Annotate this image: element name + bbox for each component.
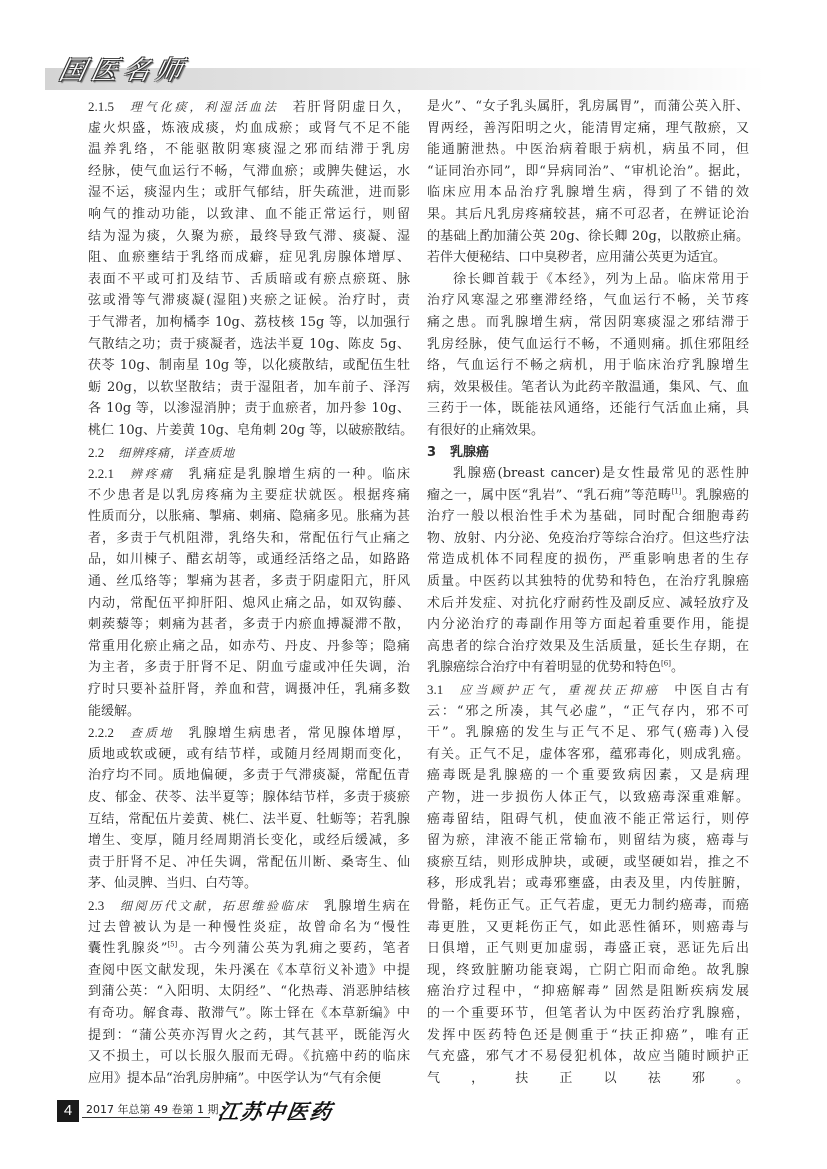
- text-line: [427, 528, 749, 550]
- paragraph-text: 温养乳络，不能驱散阴寒痰湿之邪而结滞于乳房: [88, 142, 410, 158]
- right-text-column: [427, 96, 749, 1089]
- paragraph-text: 响气的推动功能，以致津、血不能正常运行，则留: [88, 206, 410, 222]
- page-number: 4: [57, 1100, 79, 1122]
- paragraph-text: 不少患者是以乳房疼痛为主要症状就医。根据疼痛: [88, 487, 410, 503]
- text-line: [88, 549, 410, 571]
- text-line: [427, 614, 749, 636]
- paragraph-text: 徐长卿首载于《本经》，列为上品。临床常用于: [453, 271, 749, 287]
- section-number: 3.1: [427, 682, 444, 698]
- text-line: [88, 981, 410, 1003]
- subsection-title: 应当顾护正气，重视扶正抑癌: [457, 683, 661, 698]
- text-line: [88, 182, 410, 204]
- paragraph-text: 瘤之一，属中医“乳岩”、“乳石痈”等范畴: [427, 487, 672, 503]
- text-line: [88, 204, 410, 226]
- column-section-title: 国医名师: [56, 56, 191, 86]
- text-line: [427, 377, 749, 399]
- paragraph-text: 互结，常配伍片姜黄、桃仁、法半夏、牡蛎等；若乳腺: [88, 811, 410, 827]
- paragraph-text: 胃两经，善泻阳明之火，能清胃定痛，理气散瘀，又: [427, 120, 749, 136]
- paragraph-text: 常造成机体不同程度的损伤，严重影响患者的生存: [427, 552, 749, 568]
- section-title: 乳腺癌: [450, 444, 490, 460]
- paragraph-text: 物、放射、内分泌、免疫治疗等综合治疗。但这些疗法: [427, 530, 749, 546]
- text-line: [427, 787, 749, 809]
- paragraph-text: 乳房经脉，使气血运行不畅，不通则痛。抓住邪阻经: [427, 336, 749, 352]
- text-line: [88, 873, 410, 895]
- text-line: [427, 917, 749, 939]
- text-line: [427, 290, 749, 312]
- text-line: [88, 1046, 410, 1068]
- text-line: [88, 830, 410, 852]
- paragraph-text: 现，终致脏腑功能衰竭，亡阴亡阳而命绝。故乳腺: [427, 962, 749, 978]
- paragraph-text: 乳腺癌综合治疗中有着明显的优势和特色: [427, 660, 662, 676]
- paragraph-text: 。: [670, 660, 684, 676]
- text-line: [88, 269, 410, 291]
- text-line: [88, 485, 410, 507]
- paragraph-text: 乳腺癌(breast cancer)是女性最常见的恶性肿: [453, 466, 749, 482]
- paragraph-text: 经脉，使气血运行不畅，气滞血瘀；或脾失健运，水: [88, 163, 410, 179]
- subsection-line: [427, 679, 749, 701]
- text-line: [427, 765, 749, 787]
- text-line: [427, 593, 749, 615]
- section-number: 2.2.1: [88, 466, 114, 482]
- paragraph-text: 气，扶正以祛邪。: [427, 1070, 749, 1086]
- paragraph-text: 骨骼，耗伤正气。正气若虚，更无力制约癌毒，而癌: [427, 897, 749, 913]
- subsection-line: [88, 442, 410, 464]
- text-line: [427, 873, 749, 895]
- footer-rule: [82, 1117, 210, 1118]
- paragraph-text: 气充盛，邪气才不易侵犯机体，故应当随时顾护正: [427, 1049, 749, 1065]
- paragraph-text: 乳腺增生病患者，常见腺体增厚，: [188, 726, 410, 742]
- text-line: [88, 161, 410, 183]
- paragraph-text: 治疗均不同。质地偏硬，多责于气滞痰凝，常配伍青: [88, 768, 410, 784]
- text-line: [88, 420, 414, 442]
- journal-logo: 江苏中医药: [216, 1099, 335, 1124]
- text-line: [427, 571, 749, 593]
- paragraph-text: 虚火炽盛，炼液成痰，灼血成瘀；或肾气不足不能: [88, 120, 410, 136]
- text-line: [427, 247, 749, 269]
- text-line: [427, 118, 749, 140]
- text-line: [88, 506, 410, 528]
- citation-ref: [1]: [671, 487, 682, 496]
- paragraph-text: 痛之患。而乳腺增生病，常因阴寒痰湿之邪结滞于: [427, 314, 749, 330]
- text-line: [88, 290, 410, 312]
- paragraph-text: 皮、郁金、茯苓、法半夏等；腺体结节样，多责于痰瘀: [88, 790, 410, 805]
- paragraph-text: 囊性乳腺炎”: [88, 941, 168, 957]
- paragraph-text: 疗时只要补益肝肾，养血和营，调摄冲任，乳痛多数: [88, 682, 410, 698]
- paragraph-text: 桃仁 10g、片姜黄 10g、皂角刺 20g 等，以破瘀散结。: [88, 422, 414, 438]
- paragraph-text: 到蒲公英：“入阳明、太阴经”、“化热毒、消恶肿结核: [88, 984, 410, 1000]
- subsection-line: [88, 895, 410, 917]
- subsection-title: 细阅历代文献，拓思维验临床: [118, 898, 310, 913]
- text-line: [88, 593, 410, 615]
- paragraph-text: 阻、血瘀壅结于乳络而成癖，症见乳房腺体增厚、: [88, 250, 410, 266]
- paragraph-text: 各 10g 等，以渗湿消肿；责于血瘀者，加丹参 10g、: [88, 401, 410, 417]
- text-line: [88, 938, 410, 960]
- text-line: [427, 139, 749, 161]
- paragraph-text: 乳腺增生病在: [323, 898, 410, 914]
- paragraph-text: 刺蒺藜等；刺痛为甚者，多责于内瘀血搏凝滞不散，: [88, 617, 410, 633]
- paragraph-text: 留为瘀，津液不能正常输布，则留结为痰，癌毒与: [427, 833, 749, 849]
- text-line: [427, 938, 749, 960]
- text-line: [88, 765, 410, 787]
- paragraph-text: 的一个重要环节，但笔者认为中医药治疗乳腺癌，: [427, 1005, 749, 1021]
- subsection-line: [88, 96, 410, 118]
- text-line: [427, 981, 749, 1003]
- text-line: [88, 528, 410, 550]
- paragraph-text: 品，如川楝子、醋玄胡等，或通经活络之品，如路路: [88, 552, 410, 568]
- text-line: [427, 701, 749, 723]
- paragraph-text: 质地或软或硬，或有结节样，或随月经周期而变化，: [88, 746, 410, 762]
- text-line: [88, 571, 410, 593]
- paragraph-text: 三药于一体，既能祛风通络，还能行气活血止痛，具: [427, 401, 749, 417]
- paragraph-text: 应用》提本品“治乳房肿痛”。中医学认为“气有余便: [88, 1070, 381, 1086]
- text-line: [427, 463, 749, 485]
- paragraph-text: 。古今列蒲公英为乳痈之要药，笔者: [177, 941, 410, 957]
- paragraph-text: 结为湿为痰，久聚为瘀，最终导致气滞、痰凝、湿: [88, 228, 410, 244]
- text-line: [88, 118, 410, 140]
- paragraph-text: “证同治亦同”，即“异病同治”、“审机论治”。据此，: [427, 163, 749, 179]
- paragraph-text: 表面不平或可扪及结节、舌质暗或有瘀点瘀斑、脉: [88, 271, 410, 287]
- paragraph-text: 查阅中医文献发现，朱丹溪在《本草衍义补遗》中提: [88, 962, 410, 978]
- paragraph-text: 日俱增，正气则更加虚弱，毒盛正衰，恶证先后出: [427, 941, 749, 957]
- subsection-title: 细辨疼痛，详查质地: [118, 445, 236, 460]
- text-line: [88, 1003, 410, 1025]
- text-line: [88, 377, 410, 399]
- section-number: 3: [427, 444, 437, 460]
- text-line: [88, 636, 410, 658]
- text-line: [88, 809, 410, 831]
- text-line: [427, 269, 749, 291]
- paragraph-text: 质量。中医药以其独特的优势和特色，在治疗乳腺癌: [427, 574, 749, 590]
- paragraph-text: 高患者的综合治疗效果及生活质量，延长生存期，在: [427, 638, 749, 654]
- paragraph-text: 癌治疗过程中，“抑癌解毒” 固然是阻断疾病发展: [427, 984, 749, 1000]
- text-line: [427, 830, 749, 852]
- paragraph-text: 茯苓 10g、制南星 10g 等，以化痰散结，或配伍生牡: [88, 358, 410, 374]
- text-line: [427, 334, 749, 356]
- text-line: [88, 679, 410, 701]
- paragraph-text: 云：“邪之所凑，其气必虚”，“正气存内，邪不可: [427, 703, 749, 719]
- paragraph-text: 提到：“蒲公英亦泻胃火之药，其气甚平，既能泻火: [88, 1027, 410, 1043]
- text-line: [427, 398, 749, 420]
- text-line: [427, 636, 749, 658]
- paragraph-text: 治疗风寒湿之邪壅滞经络，气血运行不畅，关节疼: [427, 293, 749, 309]
- section-heading: [427, 442, 749, 464]
- paragraph-text: 蛎 20g，以软坚散结；责于湿阻者，加车前子、泽泻: [88, 379, 410, 395]
- text-line: [427, 1046, 749, 1068]
- text-line: [427, 549, 749, 571]
- text-line: [88, 1068, 410, 1090]
- paragraph-text: 又不损土，可以长服久服而无碍。《抗癌中药的临床: [88, 1049, 410, 1065]
- paragraph-text: 络，气血运行不畅之病机，用于临床治疗乳腺增生: [427, 358, 749, 374]
- text-line: [427, 182, 749, 204]
- text-line: [88, 744, 410, 766]
- text-line: [427, 226, 749, 248]
- paragraph-text: 果。其后凡乳房疼痛较甚，痛不可忍者，在辨证论治: [427, 206, 749, 222]
- subsection-title: 辨疼痛: [128, 467, 175, 482]
- paragraph-text: 发挥中医药特色还是侧重于“扶正抑癌”，唯有正: [427, 1027, 749, 1043]
- left-text-column: [88, 96, 414, 1089]
- text-line: [427, 355, 749, 377]
- paragraph-text: 常重用化瘀止痛之品，如赤芍、丹皮、丹参等；隐痛: [88, 638, 410, 654]
- text-line: [427, 722, 749, 744]
- paragraph-text: 内动，常配伍平抑肝阳、熄风止痛之品，如双钩藤、: [88, 595, 410, 611]
- subsection-title: 查质地: [128, 726, 175, 741]
- paragraph-text: 干”。乳腺癌的发生与正气不足、邪气(癌毒)入侵: [427, 725, 749, 741]
- paragraph-text: 过去曾被认为是一种慢性炎症，故曾命名为“慢性: [88, 919, 410, 935]
- text-line: [427, 1003, 749, 1025]
- section-number: 2.1.5: [88, 99, 114, 114]
- paragraph-text: 能通腑泄热。中医治病着眼于病机，病虽不同，但: [427, 142, 749, 158]
- paragraph-text: 有奇功。解食毒、散滞气”。陈士铎在《本草新编》中: [88, 1005, 410, 1021]
- text-line: [427, 1068, 749, 1090]
- text-line: [88, 398, 410, 420]
- paragraph-text: 内分泌治疗的毒副作用等方面起着重要作用，能提: [427, 617, 749, 633]
- paragraph-text: 移，形成乳岩；或毒邪壅盛，由表及里，内传脏腑，: [427, 876, 749, 892]
- text-line: [427, 96, 749, 118]
- paragraph-text: 是火”、“女子乳头属肝，乳房属胃”，而蒲公英入肝、: [427, 99, 749, 114]
- paragraph-text: 治疗一般以根治性手术为基础，同时配合细胞毒药: [427, 509, 749, 525]
- paragraph-text: 术后并发症、对抗化疗耐药性及副反应、减轻放疗及: [427, 595, 749, 611]
- text-line: [88, 226, 410, 248]
- text-line: [88, 701, 410, 723]
- issue-info: 2017 年总第 49 卷第 1 期: [86, 1103, 219, 1116]
- paragraph-text: 增生、变厚，随月经周期消长变化，或经后缓减，多: [88, 833, 410, 849]
- text-line: [88, 852, 410, 874]
- subsection-line: [88, 722, 410, 744]
- section-number: 2.3: [88, 897, 105, 913]
- text-line: [88, 960, 410, 982]
- paragraph-text: 。乳腺癌的: [681, 487, 749, 503]
- subsection-title: 理气化痰，利湿活血法: [128, 100, 279, 114]
- text-line: [88, 247, 410, 269]
- text-line: [427, 485, 749, 507]
- text-line: [88, 334, 410, 356]
- text-line: [427, 1025, 749, 1047]
- paragraph-text: 性质而分，以胀痛、掣痛、刺痛、隐痛多见。胀痛为甚: [88, 509, 410, 525]
- paragraph-text: 病，效果极佳。笔者认为此药辛散温通，集风、气、血: [427, 379, 749, 395]
- text-line: [88, 787, 410, 809]
- paragraph-text: 有关。正气不足，虚体客邪，蕴邪毒化，则成乳癌。: [427, 746, 749, 762]
- paragraph-text: 通、丝瓜络等；掣痛为甚者，多责于阴虚阳亢，肝风: [88, 574, 410, 590]
- paragraph-text: 中医自古有: [674, 683, 749, 699]
- text-line: [88, 1025, 410, 1047]
- section-number: 2.2: [88, 444, 105, 460]
- text-line: [88, 657, 410, 679]
- paragraph-text: 临床应用本品治疗乳腺增生病，得到了不错的效: [427, 185, 749, 201]
- citation-ref: [6]: [661, 660, 671, 669]
- paragraph-text: 有很好的止痛效果。: [427, 422, 545, 438]
- paragraph-text: 茅、仙灵脾、当归、白芍等。: [88, 876, 258, 892]
- paragraph-text: 痰瘀互结，则形成肿块，或硬，或坚硬如岩，推之不: [427, 854, 749, 870]
- paragraph-text: 毒更胜，又更耗伤正气，如此恶性循环，则癌毒与: [427, 919, 749, 935]
- paragraph-text: 为主者，多责于肝肾不足、阴血亏虚或冲任失调，治: [88, 660, 410, 676]
- paragraph-text: 能缓解。: [88, 703, 141, 719]
- text-line: [427, 506, 749, 528]
- paragraph-text: 产物，进一步损伤人体正气，以致癌毒深重难解。: [427, 790, 749, 805]
- paragraph-text: 者，多责于气机阻滞，乳络失和，常配伍行气止痛之: [88, 530, 410, 546]
- text-line: [427, 960, 749, 982]
- text-line: [427, 312, 749, 334]
- text-line: [88, 917, 410, 939]
- text-line: [427, 161, 749, 183]
- paragraph-text: 于气滞者，加枸橘李 10g、荔枝核 15g 等，以加强行: [88, 314, 410, 330]
- citation-ref: [5]: [167, 940, 178, 949]
- text-line: [427, 852, 749, 874]
- text-line: [427, 657, 749, 679]
- text-line: [88, 355, 410, 377]
- text-line: [427, 895, 749, 917]
- paragraph-text: 气散结之功；责于痰凝者，选法半夏 10g、陈皮 5g、: [88, 336, 410, 352]
- paragraph-text: 乳痛症是乳腺增生病的一种。临床: [188, 467, 410, 483]
- text-line: [88, 312, 410, 334]
- text-line: [427, 809, 749, 831]
- section-number: 2.2.2: [88, 725, 114, 741]
- paragraph-text: 弦或滑等气滞痰凝(湿阻)夹瘀之证候。治疗时，责: [88, 293, 410, 309]
- subsection-line: [88, 463, 410, 485]
- paragraph-text: 湿不运，痰湿内生；或肝气郁结，肝失疏泄，进而影: [88, 185, 410, 201]
- paragraph-text: 的基础上酌加蒲公英 20g、徐长卿 20g，以散瘀止痛。: [427, 228, 749, 244]
- text-line: [88, 139, 410, 161]
- paragraph-text: 癌毒留结，阻碍气机，使血液不能正常运行，则停: [427, 811, 749, 827]
- text-line: [88, 614, 410, 636]
- paragraph-text: 若伴大便秘结、口中臭秽者，应用蒲公英更为适宜。: [427, 250, 727, 266]
- text-line: [427, 204, 749, 226]
- paragraph-text: 癌毒既是乳腺癌的一个重要致病因素，又是病理: [427, 768, 749, 784]
- paragraph-text: 若肝肾阴虚日久，: [292, 100, 410, 115]
- text-line: [427, 420, 749, 442]
- text-line: [427, 744, 749, 766]
- paragraph-text: 责于肝肾不足、冲任失调，常配伍川断、桑寄生、仙: [88, 854, 410, 870]
